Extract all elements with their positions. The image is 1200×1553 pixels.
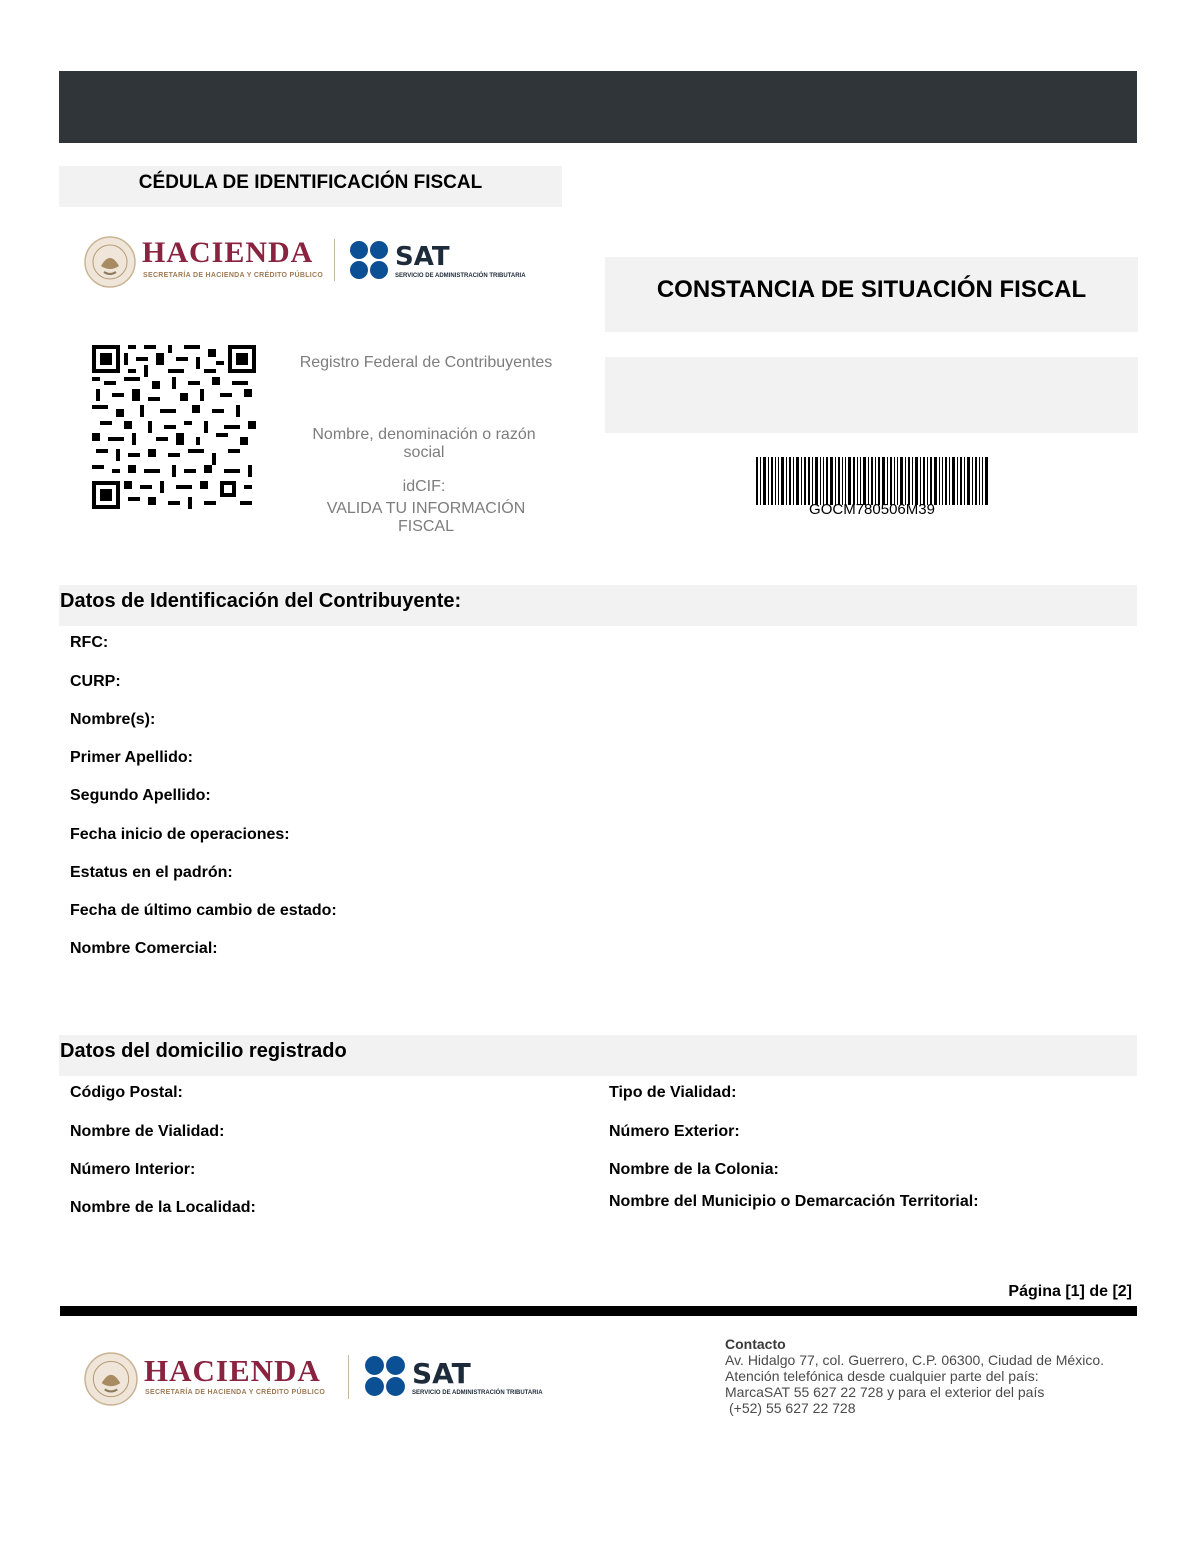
contact-address: Av. Hidalgo 77, col. Guerrero, C.P. 06300, Ciudad de México. <box>725 1352 1104 1368</box>
hacienda-subtitle: SECRETARÍA DE HACIENDA Y CRÉDITO PÚBLICO <box>143 272 324 279</box>
field-rfc: RFC: <box>70 634 109 651</box>
contact-title: Contacto <box>725 1336 786 1352</box>
constancia-title: CONSTANCIA DE SITUACIÓN FISCAL <box>605 257 1138 332</box>
field-estatus: Estatus en el padrón: <box>70 864 233 881</box>
field-codigo-postal: Código Postal: <box>70 1084 183 1101</box>
footer-seal-icon <box>84 1352 138 1406</box>
contact-phone-national: MarcaSAT 55 627 22 728 y para el exterior del país <box>725 1384 1045 1400</box>
pagination: Página [1] de [2] <box>1008 1283 1132 1300</box>
seal-icon <box>84 236 136 288</box>
field-segundo-apellido: Segundo Apellido: <box>70 787 211 804</box>
field-fecha-inicio: Fecha inicio de operaciones: <box>70 826 290 843</box>
field-primer-apellido: Primer Apellido: <box>70 749 193 766</box>
footer-logos <box>84 1350 564 1408</box>
field-numero-interior: Número Interior: <box>70 1161 196 1178</box>
sat-wordmark: SAT <box>395 242 450 272</box>
field-curp: CURP: <box>70 673 121 690</box>
footer-rule <box>60 1306 1137 1316</box>
idcif-caption: idCIF: <box>402 478 446 495</box>
name-caption: Nombre, denominación o razón social <box>312 426 536 461</box>
field-municipio: Nombre del Municipio o Demarcación Territorial: <box>609 1193 979 1210</box>
hacienda-wordmark: HACIENDA <box>142 236 314 269</box>
header-logos <box>84 234 544 292</box>
field-nombre-localidad: Nombre de la Localidad: <box>70 1199 256 1216</box>
sat-subtitle: SERVICIO DE ADMINISTRACIÓN TRIBUTARIA <box>395 273 526 279</box>
barcode <box>756 457 988 505</box>
field-nombre-comercial: Nombre Comercial: <box>70 940 218 957</box>
footer-sat-wordmark: SAT <box>412 1357 471 1390</box>
footer-sat-subtitle: SERVICIO DE ADMINISTRACIÓN TRIBUTARIA <box>412 1390 543 1396</box>
contact-phone-label: Atención telefónica desde cualquier parte del país: <box>725 1368 1039 1384</box>
field-fecha-cambio: Fecha de último cambio de estado: <box>70 902 337 919</box>
field-tipo-vialidad: Tipo de Vialidad: <box>609 1084 737 1101</box>
sat-dots-icon <box>349 240 389 280</box>
field-numero-exterior: Número Exterior: <box>609 1123 740 1140</box>
qr-code <box>92 345 256 509</box>
cedula-title: CÉDULA DE IDENTIFICACIÓN FISCAL <box>59 166 562 207</box>
section-contribuyente-title: Datos de Identificación del Contribuyente: <box>59 585 1137 626</box>
field-nombres: Nombre(s): <box>70 711 156 728</box>
valida-caption: VALIDA TU INFORMACIÓN FISCAL <box>326 500 526 535</box>
field-nombre-vialidad: Nombre de Vialidad: <box>70 1123 225 1140</box>
info-box <box>605 357 1138 433</box>
header-bar <box>59 71 1137 143</box>
section-domicilio-title: Datos del domicilio registrado <box>59 1035 1137 1076</box>
field-nombre-colonia: Nombre de la Colonia: <box>609 1161 779 1178</box>
logo-divider <box>334 239 335 281</box>
footer-sat-dots-icon <box>364 1355 406 1397</box>
footer-hacienda-subtitle: SECRETARÍA DE HACIENDA Y CRÉDITO PÚBLICO <box>145 1389 326 1396</box>
footer-logo-divider <box>348 1355 349 1399</box>
barcode-text: GOCM780506M39 <box>809 501 935 518</box>
footer-hacienda-wordmark: HACIENDA <box>144 1353 321 1388</box>
footer-contact <box>725 1336 1145 1416</box>
rfc-caption: Registro Federal de Contribuyentes <box>299 354 553 371</box>
contact-phone-international: (+52) 55 627 22 728 <box>729 1400 856 1416</box>
